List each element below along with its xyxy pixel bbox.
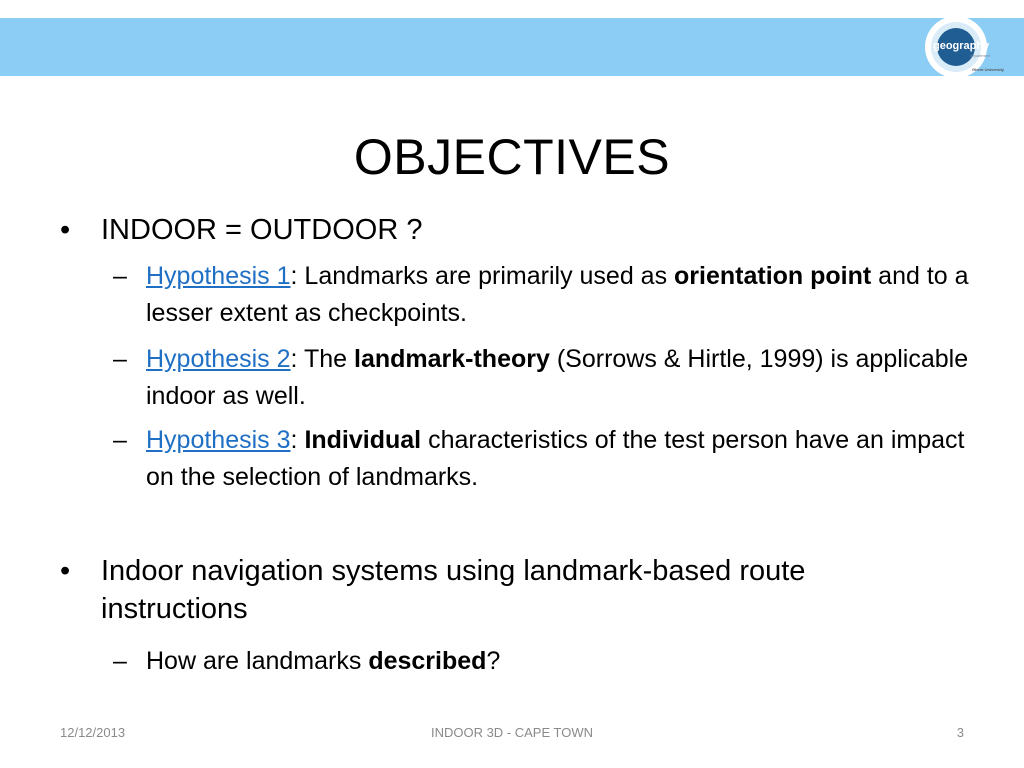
bullet-text: INDOOR = OUTDOOR ? [101,214,423,246]
logo-text: geography [933,40,990,52]
bullet-item [60,552,960,628]
sub-bullet-text: How are landmarks described? [146,647,501,675]
hypothesis-2-link[interactable]: Hypothesis 2 [146,345,291,373]
dash-icon: – [113,345,127,373]
sub-bullet-text: Hypothesis 3: Individual characteristics of the test person have an impact on the selection of landmarks. [146,426,965,491]
logo-subtext: department [970,53,991,58]
dash-icon: – [113,426,127,454]
sub-bullet-item [113,341,973,415]
dash-icon: – [113,647,127,675]
slide-title: OBJECTIVES [353,129,671,185]
bullet-icon: • [60,555,71,587]
page-number: 3 [956,725,964,740]
footer-date: 12/12/2013 [60,725,126,740]
sub-bullet-item [113,422,973,496]
bullet-text: Indoor navigation systems using landmark-based route instructions [101,555,806,625]
hypothesis-1-link[interactable]: Hypothesis 1 [146,262,291,290]
hypothesis-3-link[interactable]: Hypothesis 3 [146,426,291,454]
sub-bullet-item [113,643,973,680]
bullet-item [60,211,960,249]
sub-bullet-text: Hypothesis 2: The landmark-theory (Sorrows & Hirtle, 1999) is applicable indoor as well. [146,345,969,410]
logo-institution: Ghent University [972,67,1005,72]
bullet-icon: • [60,214,71,246]
footer-title: INDOOR 3D - CAPE TOWN [430,725,594,740]
sub-bullet-text: Hypothesis 1: Landmarks are primarily used as orientation point and to a lesser extent as checkpoints. [146,262,969,327]
dash-icon: – [113,262,127,290]
sub-bullet-item [113,258,973,332]
